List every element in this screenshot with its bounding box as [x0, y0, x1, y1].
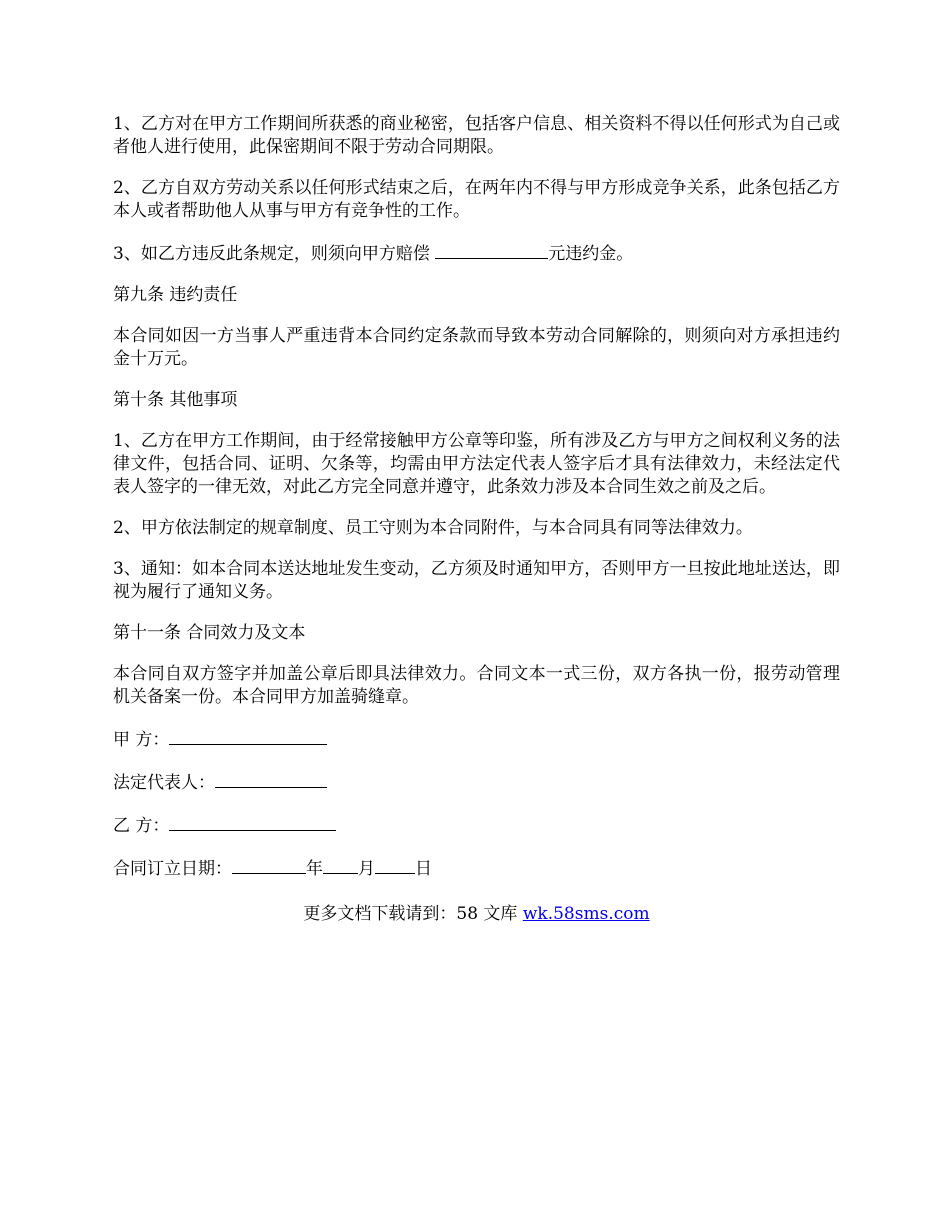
- clause-10-item-2: 2、甲方依法制定的规章制度、员工守则为本合同附件，与本合同具有同等法律效力。: [113, 518, 753, 538]
- clause-10-heading: 第十条 其他事项: [113, 390, 238, 410]
- legal-rep-label: 法定代表人：: [113, 773, 215, 793]
- clause-8-item-2: 2、乙方自双方劳动关系以任何形式结束之后，在两年内不得与甲方形成竞争关系，此条包括乙方本人或者帮助他人从事与甲方有竞争性的工作。: [113, 178, 840, 221]
- document-page: [113, 113, 840, 926]
- clause-8-item-3-suffix: 元违约金。: [548, 244, 634, 264]
- day-label: 日: [415, 859, 432, 879]
- footer-text: 更多文档下载请到：58 文库: [303, 904, 523, 924]
- party-a-label: 甲 方：: [113, 730, 170, 750]
- footer: [113, 903, 840, 926]
- year-blank: [232, 856, 306, 874]
- legal-rep-blank: [215, 770, 327, 788]
- clause-9-body: 本合同如因一方当事人严重违背本合同约定条款而导致本劳动合同解除的，则须向对方承担违约金十万元。: [113, 326, 840, 369]
- month-blank: [323, 856, 358, 874]
- signing-date-line: [113, 856, 840, 881]
- month-label: 月: [358, 859, 375, 879]
- clause-8-item-3-prefix: 3、如乙方违反此条规定，则须向甲方赔偿: [113, 244, 436, 264]
- footer-link[interactable]: wk.58sms.com: [522, 904, 650, 924]
- party-a-line: [113, 727, 840, 752]
- year-label: 年: [306, 859, 323, 879]
- party-b-line: [113, 813, 840, 838]
- legal-rep-line: [113, 770, 840, 795]
- clause-8-item-3: [113, 241, 840, 266]
- signing-date-label: 合同订立日期：: [113, 859, 232, 879]
- clause-9-heading: 第九条 违约责任: [113, 285, 238, 305]
- clause-11-heading: 第十一条 合同效力及文本: [113, 623, 306, 643]
- party-b-blank: [169, 813, 336, 831]
- clause-10-item-1: 1、乙方在甲方工作期间，由于经常接触甲方公章等印鉴，所有涉及乙方与甲方之间权利义务的法律文件，包括合同、证明、欠条等，均需由甲方法定代表人签字后才具有法律效力，未经法定代表人签字的一律无效，对此乙方完全同意并遵守，此条效力涉及本合同生效之前及之后。: [113, 431, 840, 497]
- party-b-label: 乙 方：: [113, 816, 170, 836]
- clause-11-body: 本合同自双方签字并加盖公章后即具法律效力。合同文本一式三份，双方各执一份，报劳动管理机关备案一份。本合同甲方加盖骑缝章。: [113, 664, 840, 707]
- clause-8-item-1: 1、乙方对在甲方工作期间所获悉的商业秘密，包括客户信息、相关资料不得以任何形式为自己或者他人进行使用，此保密期间不限于劳动合同期限。: [113, 114, 840, 157]
- clause-10-item-3: 3、通知：如本合同本送达地址发生变动，乙方须及时通知甲方，否则甲方一旦按此地址送达，即视为履行了通知义务。: [113, 559, 840, 602]
- day-blank: [375, 856, 415, 874]
- party-a-blank: [169, 727, 327, 745]
- compensation-amount-blank: [435, 241, 548, 259]
